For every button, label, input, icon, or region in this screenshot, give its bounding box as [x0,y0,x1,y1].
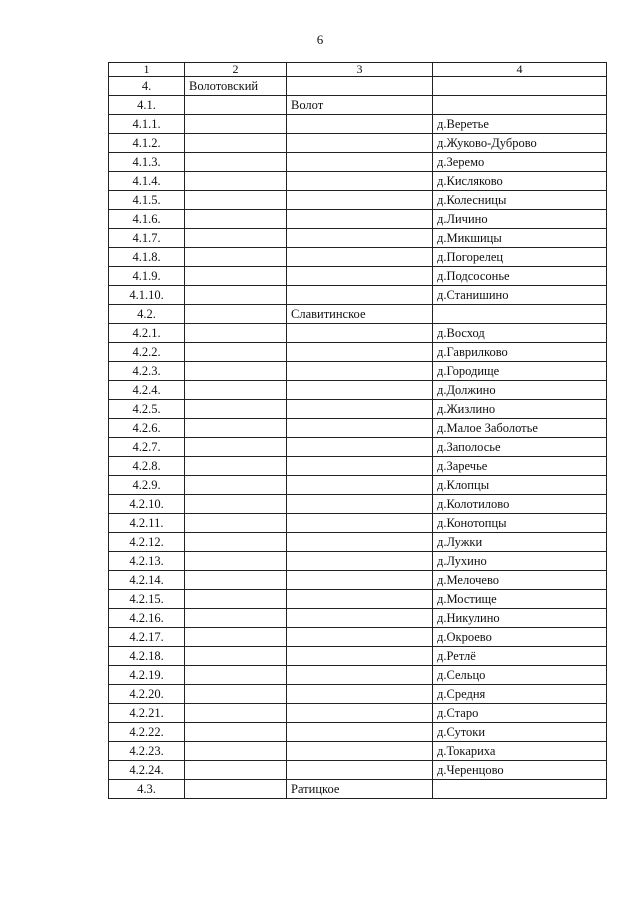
settlement-cell [287,191,433,210]
table-row [109,533,607,552]
village-cell: д.Заречье [433,457,607,476]
table-row [109,590,607,609]
settlement-cell [287,267,433,286]
settlement-cell [287,210,433,229]
district-cell [185,381,287,400]
settlement-cell [287,153,433,172]
district-cell [185,267,287,286]
village-cell: д.Мелочево [433,571,607,590]
table-row [109,495,607,514]
settlement-cell [287,514,433,533]
row-number-cell: 4.1.6. [109,210,185,229]
table-row [109,514,607,533]
settlement-cell [287,495,433,514]
page-number: 6 [316,32,324,47]
district-cell [185,191,287,210]
settlement-cell [287,286,433,305]
district-cell [185,780,287,799]
table-row [109,115,607,134]
district-cell [185,666,287,685]
row-number-cell: 4.2.14. [109,571,185,590]
table-row [109,381,607,400]
row-number-cell: 4.2.5. [109,400,185,419]
district-cell [185,343,287,362]
district-cell [185,590,287,609]
settlements-table [108,62,607,799]
table-row [109,571,607,590]
table-row [109,153,607,172]
district-cell [185,362,287,381]
village-cell: д.Лухино [433,552,607,571]
row-number-cell: 4.2.12. [109,533,185,552]
column-header-1: 1 [109,63,185,77]
village-cell: д.Мостище [433,590,607,609]
row-number-cell: 4.2.8. [109,457,185,476]
table-row [109,609,607,628]
settlement-cell [287,248,433,267]
row-number-cell: 4.1.7. [109,229,185,248]
settlement-cell [287,134,433,153]
table-row [109,172,607,191]
column-header-4: 4 [433,63,607,77]
district-cell [185,476,287,495]
row-number-cell: 4.2.19. [109,666,185,685]
settlement-cell [287,761,433,780]
table-row [109,666,607,685]
settlement-cell [287,457,433,476]
village-cell: д.Станишино [433,286,607,305]
table-header-row [109,63,607,77]
table-row [109,229,607,248]
table-row [109,267,607,286]
table-row [109,77,607,96]
district-cell [185,248,287,267]
table-row [109,324,607,343]
village-cell: д.Сутоки [433,723,607,742]
village-cell: д.Личино [433,210,607,229]
district-cell [185,115,287,134]
row-number-cell: 4.1.10. [109,286,185,305]
row-number-cell: 4.3. [109,780,185,799]
village-cell: д.Жуково-Дуброво [433,134,607,153]
settlement-cell: Ратицкое [287,780,433,799]
village-cell: д.Токариха [433,742,607,761]
table-row [109,647,607,666]
row-number-cell: 4.1.9. [109,267,185,286]
settlement-cell [287,590,433,609]
village-cell: д.Окроево [433,628,607,647]
row-number-cell: 4.2.21. [109,704,185,723]
row-number-cell: 4.2.4. [109,381,185,400]
settlement-cell [287,723,433,742]
district-cell: Волотовский [185,77,287,96]
table-row [109,628,607,647]
village-cell: д.Гаврилково [433,343,607,362]
district-cell [185,723,287,742]
village-cell: д.Микшицы [433,229,607,248]
settlement-cell [287,324,433,343]
settlement-cell [287,438,433,457]
village-cell: д.Городище [433,362,607,381]
village-cell: д.Малое Заболотье [433,419,607,438]
row-number-cell: 4.2.11. [109,514,185,533]
table-row [109,305,607,324]
table-row [109,419,607,438]
village-cell: д.Веретье [433,115,607,134]
district-cell [185,647,287,666]
village-cell: д.Колесницы [433,191,607,210]
row-number-cell: 4.2.18. [109,647,185,666]
settlement-cell [287,476,433,495]
district-cell [185,438,287,457]
table-row [109,210,607,229]
settlement-cell [287,533,433,552]
settlement-cell [287,115,433,134]
row-number-cell: 4.2.10. [109,495,185,514]
row-number-cell: 4.1.4. [109,172,185,191]
village-cell: д.Должино [433,381,607,400]
settlement-cell [287,77,433,96]
table-row [109,400,607,419]
village-cell: д.Подсосонье [433,267,607,286]
table-row [109,723,607,742]
settlement-cell [287,419,433,438]
row-number-cell: 4.2.16. [109,609,185,628]
row-number-cell: 4.2.24. [109,761,185,780]
table-row [109,248,607,267]
district-cell [185,324,287,343]
village-cell: д.Клопцы [433,476,607,495]
table-row [109,286,607,305]
table-row [109,780,607,799]
row-number-cell: 4.2.17. [109,628,185,647]
settlement-cell [287,400,433,419]
settlement-cell [287,685,433,704]
row-number-cell: 4.2.13. [109,552,185,571]
table-row [109,362,607,381]
district-cell [185,305,287,324]
district-cell [185,495,287,514]
row-number-cell: 4.2.23. [109,742,185,761]
district-cell [185,286,287,305]
settlement-cell [287,742,433,761]
row-number-cell: 4.2.22. [109,723,185,742]
village-cell: д.Восход [433,324,607,343]
village-cell [433,77,607,96]
village-cell: д.Средня [433,685,607,704]
village-cell [433,780,607,799]
village-cell: д.Старо [433,704,607,723]
row-number-cell: 4.1.3. [109,153,185,172]
row-number-cell: 4.1.1. [109,115,185,134]
row-number-cell: 4.2.9. [109,476,185,495]
settlement-cell: Волот [287,96,433,115]
row-number-cell: 4.2.3. [109,362,185,381]
row-number-cell: 4.2.15. [109,590,185,609]
row-number-cell: 4. [109,77,185,96]
row-number-cell: 4.1. [109,96,185,115]
table-row [109,96,607,115]
district-cell [185,229,287,248]
district-cell [185,552,287,571]
row-number-cell: 4.1.2. [109,134,185,153]
row-number-cell: 4.2.2. [109,343,185,362]
district-cell [185,685,287,704]
column-header-2: 2 [185,63,287,77]
village-cell: д.Сельцо [433,666,607,685]
table-row [109,457,607,476]
village-cell: д.Никулино [433,609,607,628]
row-number-cell: 4.2. [109,305,185,324]
district-cell [185,609,287,628]
table-row [109,343,607,362]
table-row [109,552,607,571]
settlement-cell [287,647,433,666]
district-cell [185,571,287,590]
table-body [109,77,607,799]
district-cell [185,533,287,552]
district-cell [185,400,287,419]
district-cell [185,742,287,761]
settlement-cell [287,172,433,191]
table-row [109,761,607,780]
table-row [109,134,607,153]
row-number-cell: 4.2.6. [109,419,185,438]
district-cell [185,419,287,438]
village-cell: д.Колотилово [433,495,607,514]
settlement-cell: Славитинское [287,305,433,324]
table-row [109,685,607,704]
village-cell: д.Ретлё [433,647,607,666]
district-cell [185,172,287,191]
village-cell: д.Погорелец [433,248,607,267]
settlement-cell [287,381,433,400]
settlement-cell [287,628,433,647]
settlement-cell [287,571,433,590]
district-cell [185,153,287,172]
village-cell: д.Лужки [433,533,607,552]
settlement-cell [287,229,433,248]
village-cell [433,305,607,324]
settlement-cell [287,666,433,685]
district-cell [185,761,287,780]
district-cell [185,96,287,115]
village-cell: д.Черенцово [433,761,607,780]
settlement-cell [287,362,433,381]
village-cell: д.Заполосье [433,438,607,457]
settlement-cell [287,704,433,723]
settlement-cell [287,552,433,571]
table-row [109,476,607,495]
table-row [109,191,607,210]
column-header-3: 3 [287,63,433,77]
district-cell [185,457,287,476]
district-cell [185,514,287,533]
village-cell [433,96,607,115]
village-cell: д.Кисляково [433,172,607,191]
district-cell [185,210,287,229]
row-number-cell: 4.1.8. [109,248,185,267]
village-cell: д.Зеремо [433,153,607,172]
district-cell [185,134,287,153]
table-row [109,438,607,457]
row-number-cell: 4.1.5. [109,191,185,210]
row-number-cell: 4.2.20. [109,685,185,704]
village-cell: д.Жизлино [433,400,607,419]
settlement-cell [287,609,433,628]
settlement-cell [287,343,433,362]
district-cell [185,704,287,723]
row-number-cell: 4.2.7. [109,438,185,457]
table-row [109,704,607,723]
village-cell: д.Конотопцы [433,514,607,533]
district-cell [185,628,287,647]
table-row [109,742,607,761]
row-number-cell: 4.2.1. [109,324,185,343]
